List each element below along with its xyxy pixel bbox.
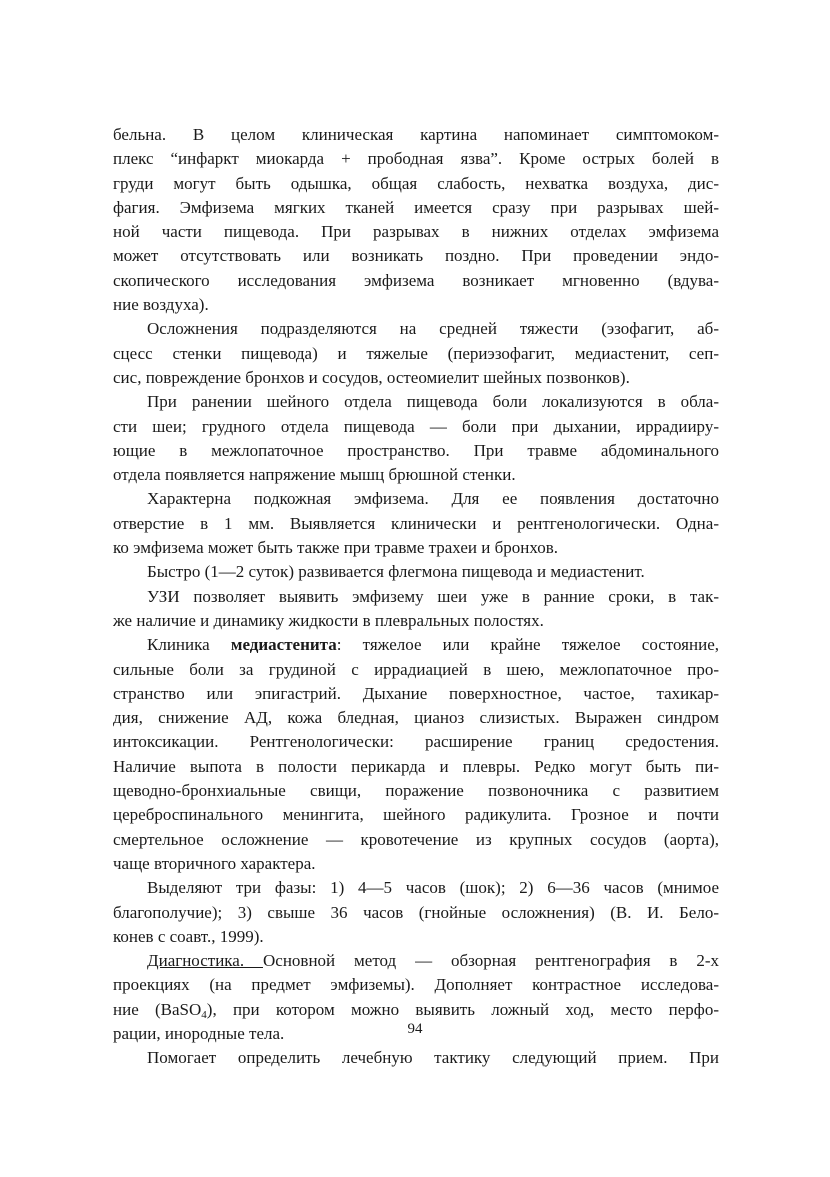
text-span: : тяжелое или крайне тяжелое состояние,	[336, 635, 719, 655]
text-line	[113, 828, 719, 852]
text-span: ко эмфизема может быть также при травме трахеи и бронхов.	[113, 538, 558, 558]
text-span: сильные боли за грудиной с иррадиацией в шею, межлопаточное про-	[113, 659, 719, 679]
text-line	[113, 244, 719, 268]
text-span: благополучие); 3) свыше 36 часов (гнойные осложнения) (В. И. Бело-	[113, 902, 719, 922]
text-span: Клиника	[147, 635, 231, 655]
text-span: может отсутствовать или возникать поздно. При проведении эндо-	[113, 246, 719, 266]
text-span: щеводно-бронхиальные свищи, поражение позвоночника с развитием	[113, 781, 719, 801]
text-line	[113, 949, 719, 973]
text-span: смертельное осложнение — кровотечение из крупных сосудов (аорта),	[113, 829, 719, 849]
text-span: конев с соавт., 1999).	[113, 926, 264, 946]
text-line	[113, 439, 719, 463]
text-line	[113, 463, 719, 487]
text-line	[113, 147, 719, 171]
text-span: отверстие в 1 мм. Выявляется клинически и рентгенологически. Одна-	[113, 513, 719, 533]
text-line	[113, 415, 719, 439]
text-line	[113, 269, 719, 293]
text-line	[113, 536, 719, 560]
text-line	[113, 925, 719, 949]
text-span: ние воздуха).	[113, 295, 209, 315]
text-span: Осложнения подразделяются на средней тяжести (эзофагит, аб-	[147, 319, 719, 339]
text-span: цереброспинального менингита, шейного радикулита. Грозное и почти	[113, 805, 719, 825]
text-span: сис, повреждение бронхов и сосудов, остеомиелит шейных позвонков).	[113, 367, 630, 387]
text-span: При ранении шейного отдела пищевода боли локализуются в обла-	[147, 392, 719, 412]
text-line	[113, 755, 719, 779]
text-span: странство или эпигастрий. Дыхание поверхностное, частое, тахикар-	[113, 683, 719, 703]
text-span: груди могут быть одышка, общая слабость, нехватка воздуха, дис-	[113, 173, 719, 193]
text-line	[113, 123, 719, 147]
text-span: сти шеи; грудного отдела пищевода — боли при дыхании, иррадииру-	[113, 416, 719, 436]
text-line	[113, 317, 719, 341]
page-number: 94	[407, 1021, 423, 1037]
text-line	[113, 512, 719, 536]
text-span: Основной метод — обзорная рентгенография в 2-х	[263, 951, 719, 971]
text-span: УЗИ позволяет выявить эмфизему шеи уже в ранние сроки, в так-	[147, 586, 719, 606]
text-line	[113, 876, 719, 900]
text-line	[113, 973, 719, 997]
text-span: Характерна подкожная эмфизема. Для ее появления достаточно	[147, 489, 719, 509]
text-span: Выделяют три фазы: 1) 4—5 часов (шок); 2) 6—36 часов (мнимое	[147, 878, 719, 898]
text-span: проекциях (на предмет эмфиземы). Дополняет контрастное исследова-	[113, 975, 719, 995]
text-line	[113, 342, 719, 366]
text-span: рации, инородные тела.	[113, 1023, 285, 1043]
text-line	[113, 730, 719, 754]
text-line	[113, 487, 719, 511]
text-line	[113, 633, 719, 657]
text-span: дия, снижение АД, кожа бледная, цианоз слизистых. Выражен синдром	[113, 708, 719, 728]
text-line	[113, 390, 719, 414]
text-span: сцесс стенки пищевода) и тяжелые (периэзофагит, медиастенит, сеп-	[113, 343, 719, 363]
bold-term: медиастенита	[230, 635, 337, 655]
text-line	[113, 803, 719, 827]
text-span: же наличие и динамику жидкости в плевральных полостях.	[113, 610, 544, 630]
text-line	[113, 779, 719, 803]
text-span: интоксикации. Рентгенологически: расширение границ средостения.	[113, 732, 719, 752]
text-span: отдела появляется напряжение мышц брюшной стенки.	[113, 465, 516, 485]
text-line	[113, 609, 719, 633]
text-span: чаще вторичного характера.	[113, 853, 316, 873]
text-span: бельна. В целом клиническая картина напоминает симптомоком-	[113, 125, 719, 144]
text-line	[113, 366, 719, 390]
text-line	[113, 901, 719, 925]
text-span: фагия. Эмфизема мягких тканей имеется сразу при разрывах шей-	[113, 197, 719, 217]
text-line	[113, 585, 719, 609]
text-line	[113, 998, 719, 1022]
text-span: Быстро (1—2 суток) развивается флегмона пищевода и медиастенит.	[147, 562, 645, 582]
text-span: скопического исследования эмфизема возникает мгновенно (вдува-	[113, 270, 719, 290]
text-span: Наличие выпота в полости перикарда и плевры. Редко могут быть пи-	[113, 756, 719, 776]
text-line	[113, 560, 719, 584]
text-line	[113, 706, 719, 730]
text-line	[113, 172, 719, 196]
text-span: ной части пищевода. При разрывах в нижних отделах эмфизема	[113, 222, 719, 242]
subscript: 4	[201, 1008, 207, 1021]
text-line	[113, 220, 719, 244]
text-span: плекс “инфаркт миокарда + прободная язва”. Кроме острых болей в	[113, 149, 719, 169]
text-line	[113, 1046, 719, 1070]
text-line	[113, 293, 719, 317]
underlined-heading: Диагностика.	[147, 951, 263, 971]
page-body	[113, 123, 719, 1071]
text-line	[113, 682, 719, 706]
text-span: Помогает определить лечебную тактику следующий прием. При	[147, 1048, 719, 1068]
text-line	[113, 658, 719, 682]
text-span: ние (BaSO	[113, 999, 202, 1019]
text-span: ющие в межлопаточное пространство. При травме абдоминального	[113, 440, 719, 460]
text-line	[113, 196, 719, 220]
text-span: ), при котором можно выявить ложный ход, место перфо-	[206, 999, 719, 1019]
text-line	[113, 852, 719, 876]
